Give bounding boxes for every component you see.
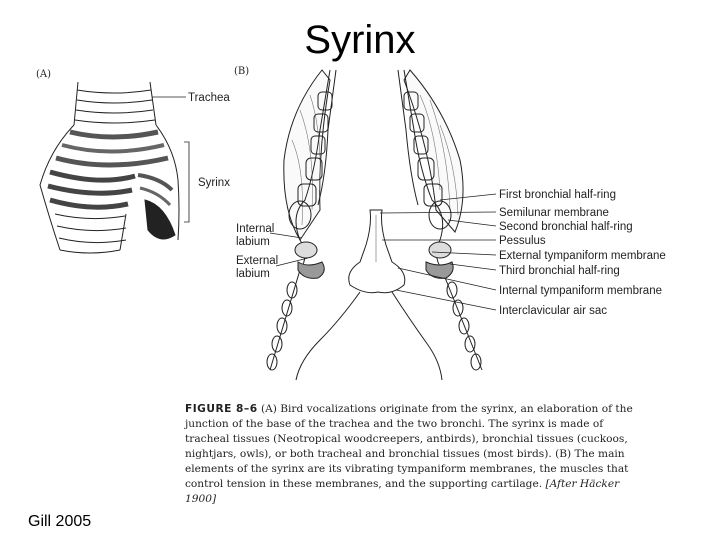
third-bronchial-half-ring-label: Third bronchial half-ring — [499, 265, 620, 277]
external-labium-label-line2: labium — [236, 268, 270, 280]
internal-labium-label-line1: Internal — [236, 223, 275, 235]
external-labium-label-line1: External — [236, 255, 279, 267]
second-bronchial-half-ring-label: Second bronchial half-ring — [499, 221, 633, 233]
slide-title: Syrinx — [304, 18, 416, 62]
internal-labium-label-line2: labium — [236, 236, 270, 248]
panel-b-label: (B) — [234, 66, 250, 77]
external-tympaniform-membrane-label: External tympaniform membrane — [499, 250, 666, 262]
figure-number: FIGURE 8–6 — [185, 403, 258, 415]
first-bronchial-half-ring-label: First bronchial half-ring — [499, 189, 616, 201]
trachea-label: Trachea — [188, 92, 230, 104]
syrinx-label: Syrinx — [198, 177, 230, 189]
figure-caption — [185, 402, 640, 507]
panel-a-label: (A) — [36, 69, 52, 80]
syrinx-section-drawing — [267, 70, 482, 380]
syrinx-external-view-drawing — [40, 82, 179, 253]
pessulus-label: Pessulus — [499, 235, 546, 247]
semilunar-membrane-label: Semilunar membrane — [499, 207, 609, 219]
image-credit: Gill 2005 — [28, 513, 92, 530]
internal-tympaniform-membrane-label: Internal tympaniform membrane — [499, 285, 662, 297]
caption-citation: [After Häcker 1900] — [185, 478, 620, 505]
caption-text: (A) Bird vocalizations originate from the syrinx, an elaboration of the junction of the base of the trachea and the two bronchi. The syrinx is made of tracheal tissues (Neotropical woodcreepers, antbirds), bronchial tissues (cuckoos, nightjars, owls), or both tracheal and bronchial tissues (most birds). (B) The main elements of the syrinx are its vibrating tympaniform membranes, the muscles that control tension in these membranes, and the supporting cartilage. — [185, 403, 633, 490]
interclavicular-air-sac-label: Interclavicular air sac — [499, 305, 608, 317]
